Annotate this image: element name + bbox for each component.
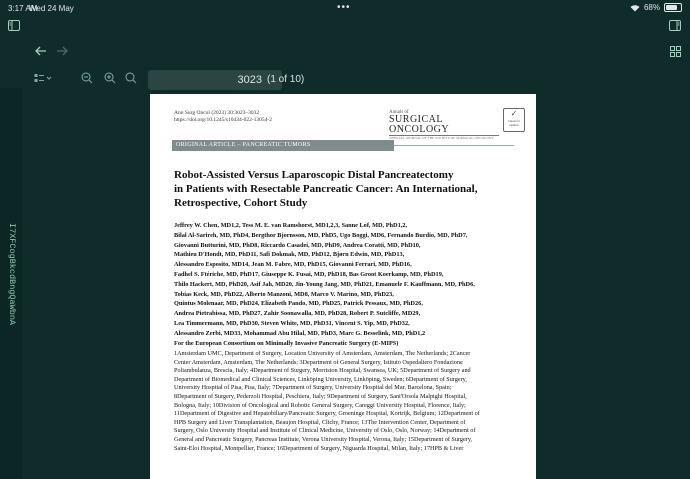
zoom-out-icon[interactable] [80,71,94,85]
affiliation-line: Poliambulanza, Brescia, Italy; 4Department of Surgery, Morriston Hospital, Swansea, UK; 5Department of Surgery and [174,367,471,375]
author-line: Fadhel S. Ftériche, MD, PhD17, Giuseppe K. Fusai, MD, PhD18, Bas Groot Koerkamp, MD, PhD19, [174,270,444,278]
author-line: Mathieu D'Hondt, MD, PhD11, Safi Dokmak, MD, PhD12, Bjørn Edwin, MD, PhD13, [174,251,405,259]
article-title [174,168,514,210]
check-for-updates-label: Check for updates [508,119,520,127]
pdf-page[interactable] [150,94,536,479]
view-mode-icon[interactable] [33,71,53,85]
right-panel-toggle-icon[interactable] [668,18,682,32]
check-for-updates-badge[interactable]: ✓ Check for updates [503,108,525,132]
page-number-field[interactable] [148,70,282,90]
author-line: Tobias Keck, MD, PhD22, Alberto Manzoni, MD8, Marco V. Marino, MD, PhD23, [174,290,394,298]
affiliation-line: General and Pancreatic Surgery, Pancreas Institute, Verona University Hospital, Verona, Italy; 15Department of Surgery, [174,435,473,443]
affiliation-line: Bologna, Italy; 10Division of Oncological and Robotic General Surgery, Careggi University Hospital, Florence, Italy; [174,401,466,409]
author-line: Bilal Al-Sarireh, MD, PhD4, Bergthor Bjornsson, MD, PhD5, Ugo Boggi, MD6, Fernando Burdio, MD, PhD7, [174,231,468,239]
affiliation-line: University Hospital of Pisa, Pisa, Italy; 7Department of Surgery, University Hospital del Mar, Barcelona, Spain; [174,384,452,392]
article-type-banner: ORIGINAL ARTICLE – PANCREATIC TUMORS [172,140,394,151]
author-line: Jeffrey W. Chen, MD1,2, Tess M. E. van Ramshorst, MD1,2,3, Sanne Lof, MD, PhD1,2, [174,222,408,229]
author-line: Giovanni Butturini, MD, PhD8, Riccardo Casadei, MD, PhD9, Andrea Coratti, MD, PhD10, [174,241,421,249]
left-sidebar [0,88,22,479]
divider [394,145,514,146]
journal-logo [389,110,499,140]
battery-fill [666,5,677,10]
search-icon[interactable] [124,71,138,85]
affiliations [174,350,524,453]
affiliation-line: 11Department of Digestive and Hepatobiliary/Pancreatic Surgery, Groeninge Hospital, Kortrijk, Belgium; 12Department of [174,410,480,418]
title-line: in Patients with Resectable Pancreatic Cancer: An International, [174,183,478,195]
battery-percent: 68% [643,3,660,12]
thumbnails-icon[interactable] [668,44,682,58]
journal-name: SURGICAL ONCOLOGY [389,114,450,135]
author-line: Lea Timmermann, MD, PhD30, Steven White, MD, PhD31, Vincent S. Yip, MD, PhD32, [174,319,410,327]
title-line: Retrospective, Cohort Study [174,197,308,209]
title-line: Robot-Assisted Versus Laparoscopic Distal Pancreatectomy [174,169,454,181]
author-line: Alessandro Esposito, MD14, Jean M. Fabre, MD, PhD15, Giovanni Ferrari, MD, PhD16, [174,261,412,269]
app-toolbar [0,18,690,88]
affiliation-line: 1Amsterdam UMC, Department of Surgery, Location University of Amsterdam, Amsterdam, The Netherlands; 2Cancer [174,350,471,357]
author-line: Thilo Hackert, MD, PhD20, Asif Jah, MD20, Jin-Young Jang, MD, PhD21, Emanuele F. Kauffmann, MD, PhD6, [174,280,475,288]
page-number-input[interactable] [148,70,262,90]
forward-arrow-icon[interactable] [55,44,69,58]
affiliation-line: HPB Surgery and Liver Transplantation, Beaujon Hospital, Clichy, France; 13The Intervention Center, Department of [174,418,466,426]
status-time: 3:17 AM [8,4,38,13]
affiliation-line: Saint-Eloi Hospital, Montpellier, France; 16Department of Surgery, Niguarda Hospital, Milan, Italy; 17HPB & Liver [174,444,464,452]
author-line: Quintus Molenaar, MD, PhD24, Elizabeth Pando, MD, PhD25, Patrick Pessaux, MD, PhD26, [174,300,423,308]
journal-prefix: Annals of [389,110,409,115]
battery-icon [664,3,682,12]
multitasking-dots[interactable]: ••• [337,2,351,13]
author-line: For the European Consortium on Minimally Invasive Pancreatic Surgery (E-MIPS) [174,339,399,347]
page-count: (1 of 10) [267,74,305,85]
author-line: Alessandro Zerbi, MD33, Mohammad Abu Hilal, MD, PhD3, Marc G. Besselink, MD, PhD1,2 [174,329,426,337]
doi-link[interactable]: https://doi.org/10.1245/s10434-022-13054-2 [174,117,272,123]
citation [174,110,272,124]
affiliation-line: Center Amsterdam, Amsterdam, The Netherlands; 3Department of General Surgery, Istituto Ospedaliero Fondazione [174,358,463,366]
affiliation-line: Department of Biomedical and Clinical Sciences, Linköping University, Linköping, Sweden; 6Department of Surgery, [174,375,467,383]
author-list [174,221,524,348]
wifi-icon [630,4,640,12]
sidebar-toggle-icon[interactable] [7,18,21,32]
author-line: Andrea Pietrabissa, MD, PhD27, Zahir Soonawalla, MD, PhD28, Robert P. Sutcliffe, MD29, [174,310,421,318]
status-date: Wed 24 May [29,4,74,13]
sidebar-vertical-id: I7XFCogBkcdBngQaWbnA [7,223,17,326]
back-arrow-icon[interactable] [34,44,48,58]
status-bar [0,0,690,18]
affiliation-line: Surgery, Oslo University Hospital and Institute of Clinical Medicine, University of Oslo, Oslo, Norway; 14Department of [174,427,476,435]
zoom-in-icon[interactable] [103,71,117,85]
journal-subtitle: OFFICIAL JOURNAL OF THE SOCIETY OF SURGICAL ONCOLOGY [389,135,499,140]
citation-line: Ann Surg Oncol (2023) 30:3023–3032 [174,110,260,116]
affiliation-line: 8Department of Surgery, Pederzoli Hospital, Peschiera, Italy; 9Department of Surgery, Sant'Orsola Malpighi Hospital, [174,392,467,400]
